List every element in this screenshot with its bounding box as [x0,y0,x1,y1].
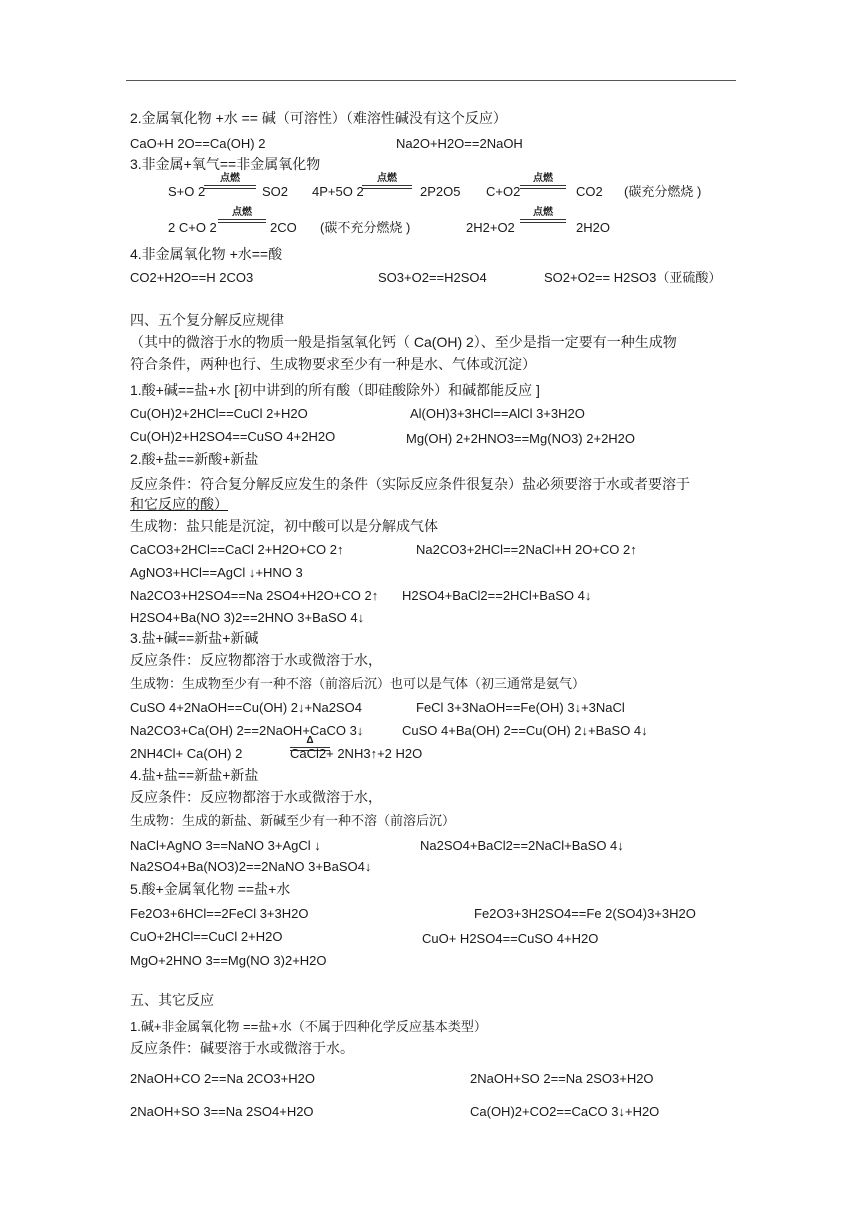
equation: CuO+2HCl==CuCl 2+H2O [130,929,283,944]
item-base-nonmetal-oxide: 1.碱+非金属氧化物 ==盐+水（不属于四种化学反应基本类型） [130,1019,487,1034]
heat-condition: Δ [290,736,330,751]
note: (碳不充分燃烧 ) [320,220,411,235]
equation: AgNO3+HCl==AgCl ↓+HNO 3 [130,565,303,580]
equation: Fe2O3+6HCl==2FeCl 3+3H2O [130,906,309,921]
ignite-condition: 点燃 [520,174,566,189]
paragraph: 符合条件，两种也行、生成物要求至少有一种是水、气体或沉淀） [130,356,536,372]
note: (碳充分燃烧 ) [624,184,702,199]
item-salt-salt: 4.盐+盐==新盐+新盐 [130,767,259,783]
paragraph: 反应条件：反应物都溶于水或微溶于水， [130,652,382,668]
equation: CaCl2+ 2NH3↑+2 H2O [290,746,423,761]
ignite-condition: 点燃 [218,208,266,223]
equation: FeCl 3+3NaOH==Fe(OH) 3↓+3NaCl [416,700,625,715]
item-salt-base: 3.盐+碱==新盐+新碱 [130,630,259,646]
equation: SO3+O2==H2SO4 [378,270,487,285]
paragraph: 生成物：生成的新盐、新碱至少有一种不溶（前溶后沉） [130,813,456,828]
equation: CuSO 4+2NaOH==Cu(OH) 2↓+Na2SO4 [130,700,362,715]
product: CO2 [576,184,603,199]
paragraph: （其中的微溶于水的物质一般是指氢氧化钙（ Ca(OH) 2）、至少是指一定要有一种生成物 [130,334,677,350]
section-title: 五、其它反应 [130,992,214,1008]
product: 2CO [270,220,297,235]
product: 2P2O5 [420,184,461,199]
equation: CaO+H 2O==Ca(OH) 2 [130,136,266,151]
item-acid-base: 1.酸+碱==盐+水 [初中讲到的所有酸（即硅酸除外）和碱都能反应 ] [130,382,540,398]
equation: Cu(OH)2+H2SO4==CuSO 4+2H2O [130,429,336,444]
product: SO2 [262,184,289,199]
product: 2H2O [576,220,610,235]
equation: Na2CO3+H2SO4==Na 2SO4+H2O+CO 2↑ [130,588,379,603]
ignite-condition: 点燃 [204,174,256,189]
equation: H2SO4+BaCl2==2HCl+BaSO 4↓ [402,588,592,603]
reactant: S+O 2 [168,184,206,199]
item-nonmetal-oxygen: 3.非金属+氧气==非金属氧化物 [130,156,321,172]
reactant: C+O2 [486,184,521,199]
equation: Cu(OH)2+2HCl==CuCl 2+H2O [130,406,308,421]
equation: MgO+2HNO 3==Mg(NO 3)2+H2O [130,953,327,968]
paragraph: 和它反应的酸） [130,496,228,512]
equation: Mg(OH) 2+2HNO3==Mg(NO3) 2+2H2O [406,431,636,446]
item-nonmetal-oxide-water: 4.非金属氧化物 +水==酸 [130,246,283,262]
equation: 2NaOH+SO 3==Na 2SO4+H2O [130,1104,314,1119]
equation: Fe2O3+3H2SO4==Fe 2(SO4)3+3H2O [474,906,696,921]
paragraph: 反应条件：符合复分解反应发生的条件（实际反应条件很复杂）盐必须要溶于水或者要溶于 [130,476,690,492]
equation: 2NaOH+CO 2==Na 2CO3+H2O [130,1071,315,1086]
reactant: 4P+5O 2 [312,184,364,199]
equation: Na2SO4+Ba(NO3)2==2NaNO 3+BaSO4↓ [130,859,372,874]
equation: CuSO 4+Ba(OH) 2==Cu(OH) 2↓+BaSO 4↓ [402,723,648,738]
equation: Na2SO4+BaCl2==2NaCl+BaSO 4↓ [420,838,624,853]
header-rule [126,80,736,81]
equation: CaCO3+2HCl==CaCl 2+H2O+CO 2↑ [130,542,344,557]
equation: H2SO4+Ba(NO 3)2==2HNO 3+BaSO 4↓ [130,610,365,625]
equation: SO2+O2== H2SO3（亚硫酸） [544,270,722,285]
equation: 2NH4Cl+ Ca(OH) 2 [130,746,243,761]
equation: Na2O+H2O==2NaOH [396,136,523,151]
item-acid-salt: 2.酸+盐==新酸+新盐 [130,451,259,467]
equation: NaCl+AgNO 3==NaNO 3+AgCl ↓ [130,838,321,853]
equation: Na2CO3+Ca(OH) 2==2NaOH+CaCO 3↓ [130,723,364,738]
equation: Na2CO3+2HCl==2NaCl+H 2O+CO 2↑ [416,542,637,557]
equation: Ca(OH)2+CO2==CaCO 3↓+H2O [470,1104,660,1119]
reactant: 2H2+O2 [466,220,515,235]
reactant: 2 C+O 2 [168,220,217,235]
equation: Al(OH)3+3HCl==AlCl 3+3H2O [410,406,585,421]
item-metal-oxide-water: 2.金属氧化物 +水 == 碱（可溶性）（难溶性碱没有这个反应） [130,110,507,126]
equation: 2NaOH+SO 2==Na 2SO3+H2O [470,1071,654,1086]
section-title: 四、五个复分解反应规律 [130,312,284,328]
item-acid-metal-oxide: 5.酸+金属氧化物 ==盐+水 [130,881,291,897]
equation: CO2+H2O==H 2CO3 [130,270,254,285]
equation: CuO+ H2SO4==CuSO 4+H2O [422,931,599,946]
paragraph: 反应条件：碱要溶于水或微溶于水。 [130,1040,354,1056]
paragraph: 生成物：生成物至少有一种不溶（前溶后沉）也可以是气体（初三通常是氨气） [130,676,586,691]
ignite-condition: 点燃 [520,208,566,223]
paragraph: 生成物：盐只能是沉淀，初中酸可以是分解成气体 [130,518,438,534]
paragraph: 反应条件：反应物都溶于水或微溶于水， [130,789,382,805]
ignite-condition: 点燃 [362,174,412,189]
